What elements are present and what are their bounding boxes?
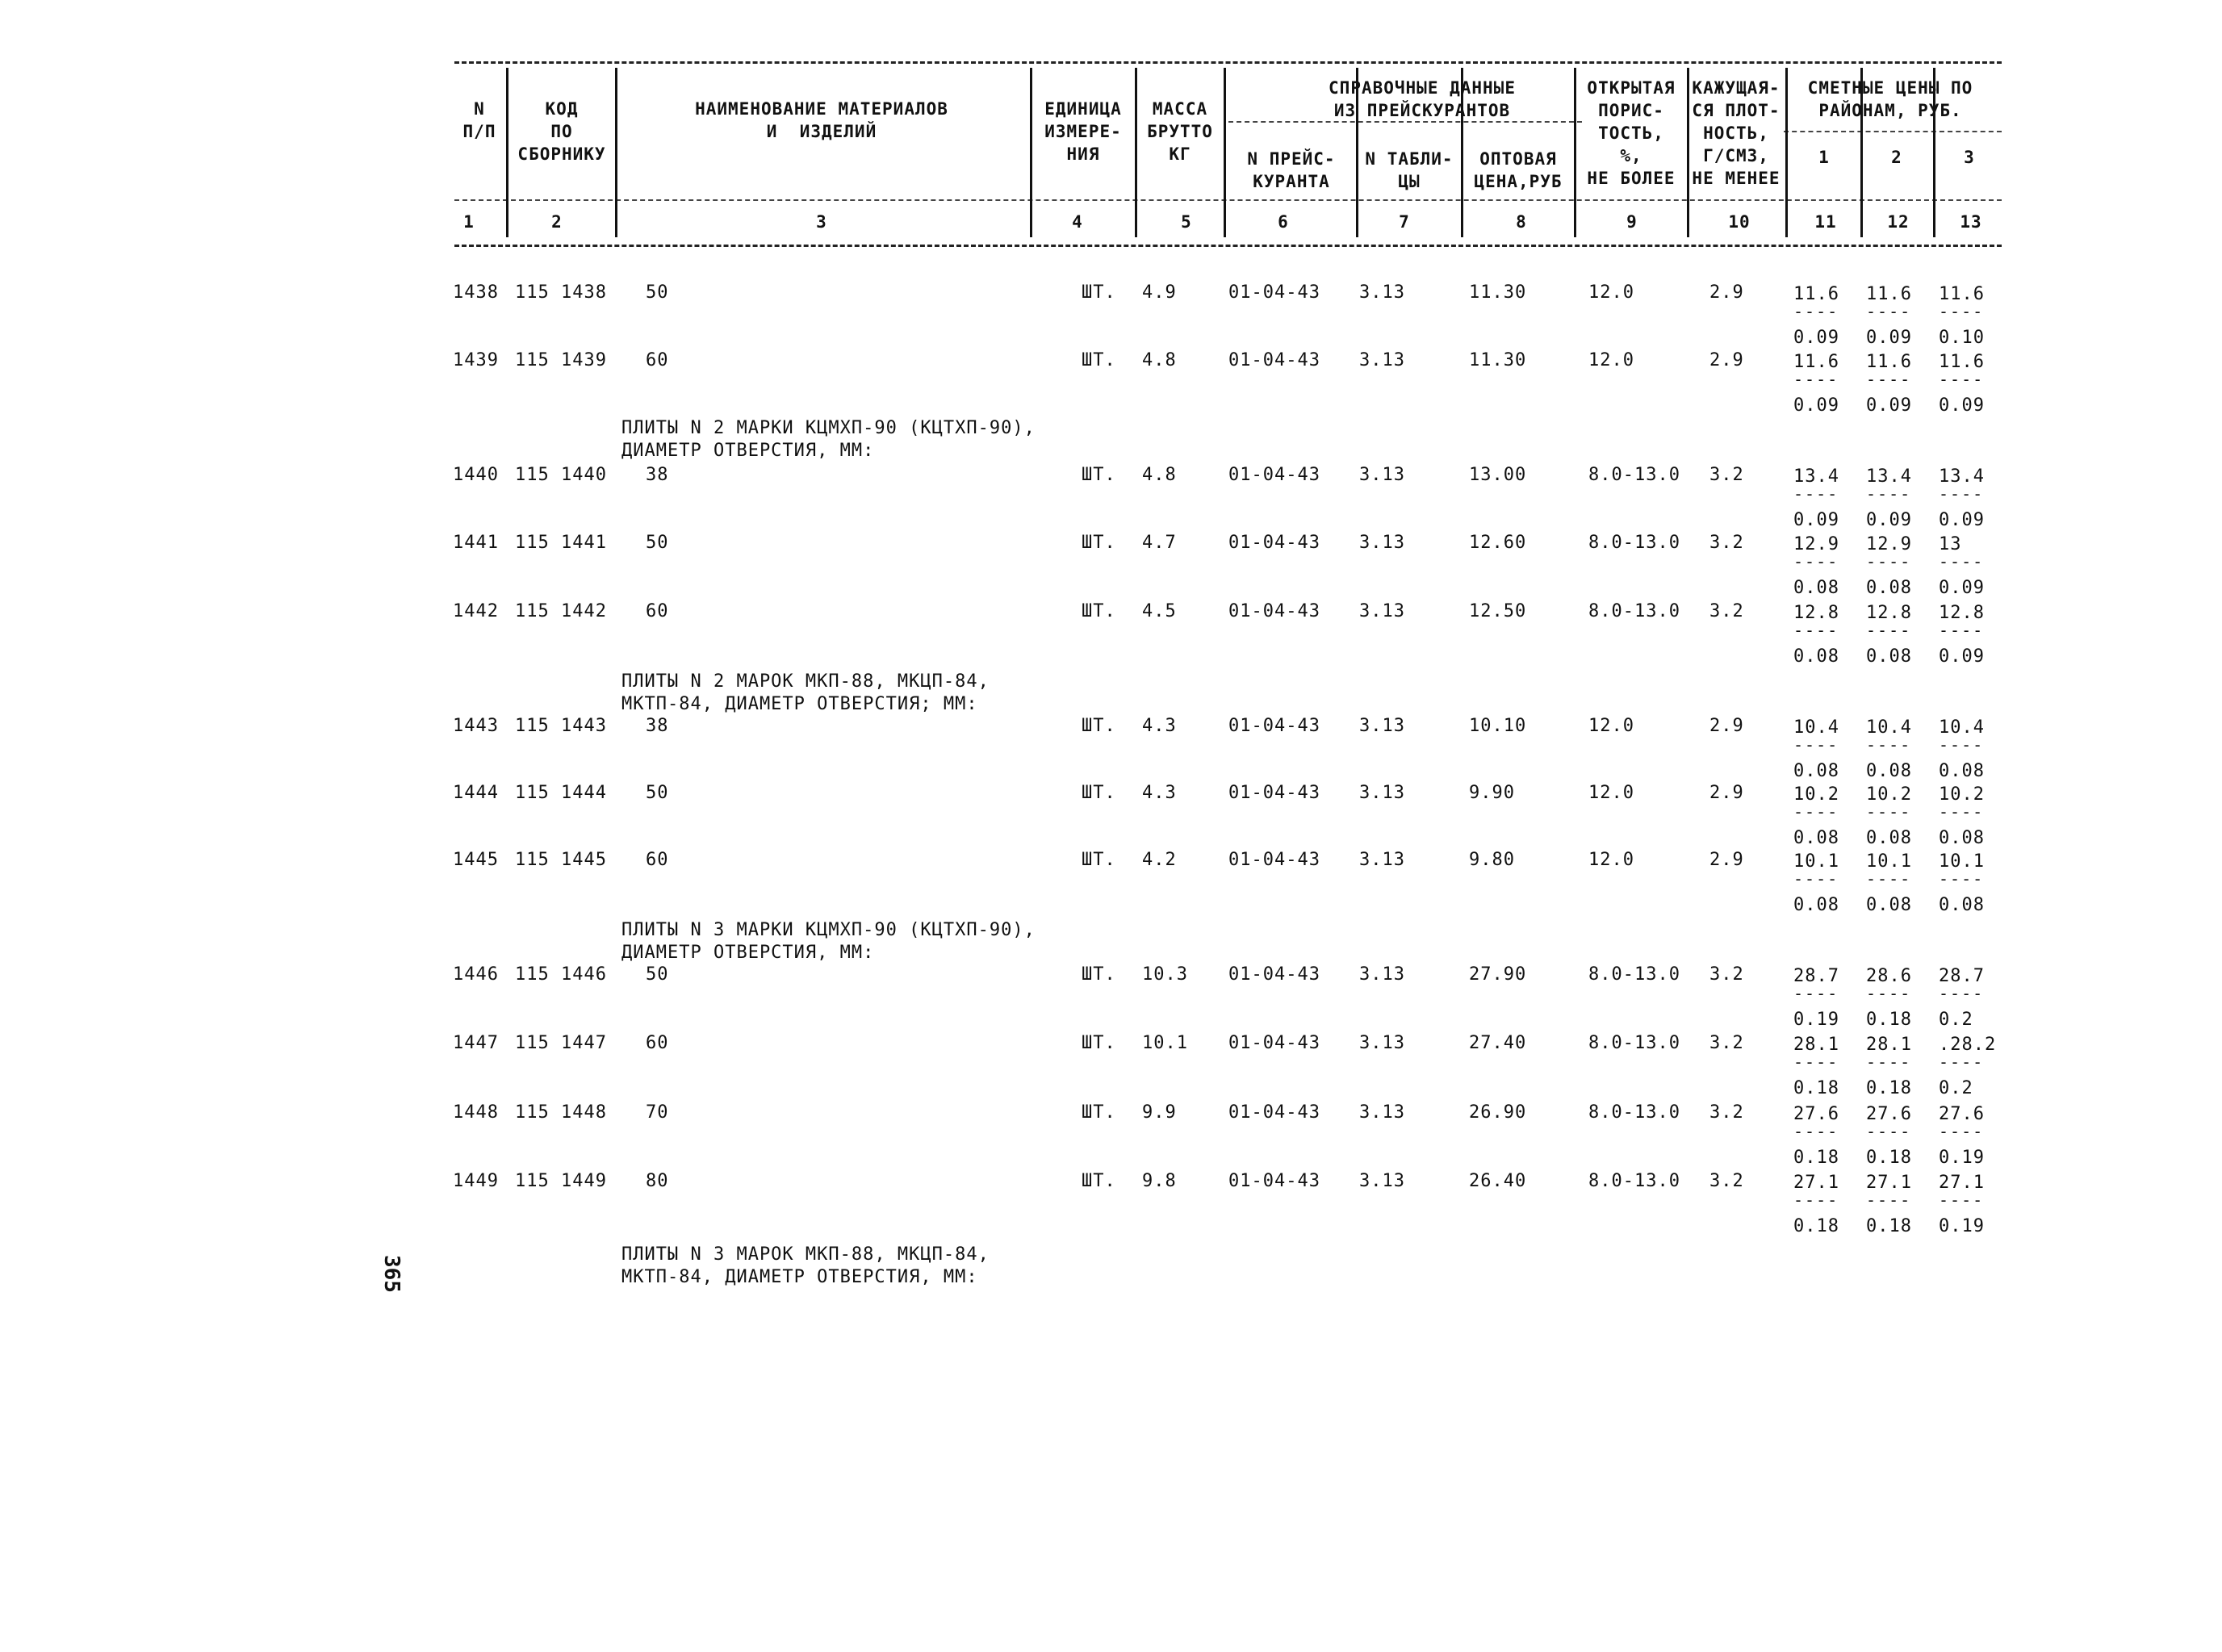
- row-density: 2.9: [1709, 350, 1744, 370]
- row-transport-d3: 0.2: [1939, 1010, 1973, 1030]
- header-c9-4: НЕ БОЛЕЕ: [1587, 169, 1676, 188]
- row-price-d3: 28.7: [1939, 966, 1985, 986]
- header-colnum-3: 3: [816, 212, 827, 232]
- row-price-d2: 28.1: [1866, 1035, 1912, 1055]
- header-c10-1: СЯ ПЛОТ-: [1692, 101, 1781, 120]
- header-c2-0: КОД: [545, 99, 579, 119]
- row-porosity: 12.0: [1588, 282, 1634, 303]
- row-transport-d3: 0.2: [1939, 1078, 1973, 1098]
- row-name: 50: [646, 783, 669, 803]
- row-code: 115 1449: [515, 1171, 607, 1191]
- row-transport-d2: 0.18: [1866, 1078, 1912, 1098]
- row-transport-d1: 0.08: [1793, 761, 1839, 781]
- group-label: МКТП-84, ДИАМЕТР ОТВЕРСТИЯ, ММ:: [621, 1267, 978, 1287]
- row-number: 1444: [453, 783, 499, 803]
- row-density: 2.9: [1709, 282, 1744, 303]
- row-price-d2: 28.6: [1866, 966, 1912, 986]
- header-c5-0: МАССА: [1152, 99, 1208, 119]
- row-price-d3: 10.1: [1939, 851, 1985, 872]
- row-transport-d1: 0.09: [1793, 395, 1839, 416]
- row-transport-d2: 0.09: [1866, 328, 1912, 348]
- row-mass: 4.3: [1142, 716, 1177, 736]
- row-price-d1: 13.4: [1793, 466, 1839, 487]
- fraction-bar: ----: [1866, 552, 1912, 571]
- fraction-bar: ----: [1793, 1122, 1839, 1141]
- header-c10-3: Г/СМ3,: [1703, 146, 1769, 165]
- row-number: 1439: [453, 350, 499, 370]
- row-wholesale: 9.80: [1469, 850, 1515, 870]
- row-table: 3.13: [1359, 350, 1405, 370]
- column-divider: [615, 68, 617, 237]
- row-number: 1440: [453, 465, 499, 485]
- header-c9-3: %,: [1620, 146, 1642, 165]
- header-colnum-10: 10: [1728, 212, 1751, 232]
- row-wholesale: 12.50: [1469, 601, 1527, 621]
- row-transport-d1: 0.08: [1793, 646, 1839, 667]
- row-name: 70: [646, 1102, 669, 1123]
- header-c9-2: ТОСТЬ,: [1598, 123, 1664, 143]
- row-price-d3: 11.6: [1939, 352, 1985, 372]
- row-number: 1449: [453, 1171, 499, 1191]
- row-number: 1446: [453, 964, 499, 985]
- row-price-d3: 27.1: [1939, 1173, 1985, 1193]
- fraction-bar: ----: [1866, 869, 1912, 889]
- header-c2-2: СБОРНИКУ: [517, 144, 606, 164]
- row-name: 60: [646, 850, 669, 870]
- fraction-bar: ----: [1793, 735, 1839, 755]
- group-label: МКТП-84, ДИАМЕТР ОТВЕРСТИЯ; ММ:: [621, 694, 978, 714]
- fraction-bar: ----: [1793, 1052, 1839, 1072]
- row-density: 3.2: [1709, 1171, 1744, 1191]
- row-transport-d3: 0.08: [1939, 828, 1985, 848]
- header-c1-1: П/П: [462, 122, 496, 141]
- group-label: ПЛИТЫ N 3 МАРКИ КЦМХП-90 (КЦТХП-90),: [621, 920, 1036, 940]
- row-wholesale: 12.60: [1469, 533, 1527, 553]
- rule-line: [454, 199, 2002, 201]
- row-porosity: 8.0-13.0: [1588, 1102, 1680, 1123]
- row-code: 115 1444: [515, 783, 607, 803]
- row-unit: ШТ.: [1082, 350, 1116, 370]
- row-code: 115 1447: [515, 1033, 607, 1053]
- page-number: 365: [379, 1255, 404, 1293]
- row-density: 3.2: [1709, 533, 1744, 553]
- row-transport-d3: 0.09: [1939, 646, 1985, 667]
- row-price-d1: 10.4: [1793, 717, 1839, 738]
- row-pricelist: 01-04-43: [1228, 465, 1320, 485]
- row-transport-d1: 0.09: [1793, 328, 1839, 348]
- header-c6-0: N ПРЕЙС-: [1247, 149, 1336, 169]
- row-price-d1: 12.9: [1793, 534, 1839, 554]
- row-pricelist: 01-04-43: [1228, 716, 1320, 736]
- header-c5-1: БРУТТО: [1147, 122, 1213, 141]
- row-transport-d2: 0.08: [1866, 578, 1912, 598]
- row-transport-d1: 0.08: [1793, 895, 1839, 915]
- row-porosity: 8.0-13.0: [1588, 964, 1680, 985]
- fraction-bar: ----: [1939, 370, 1985, 389]
- row-price-d3: 13: [1939, 534, 1962, 554]
- row-transport-d2: 0.18: [1866, 1216, 1912, 1236]
- fraction-bar: ----: [1793, 370, 1839, 389]
- row-number: 1438: [453, 282, 499, 303]
- row-pricelist: 01-04-43: [1228, 964, 1320, 985]
- group-label: ДИАМЕТР ОТВЕРСТИЯ, ММ:: [621, 943, 875, 963]
- row-code: 115 1446: [515, 964, 607, 985]
- row-table: 3.13: [1359, 1171, 1405, 1191]
- row-pricelist: 01-04-43: [1228, 601, 1320, 621]
- row-porosity: 12.0: [1588, 350, 1634, 370]
- header-colnum-13: 13: [1960, 212, 1982, 232]
- row-unit: ШТ.: [1082, 783, 1116, 803]
- row-transport-d3: 0.08: [1939, 895, 1985, 915]
- header-colnum-6: 6: [1278, 212, 1289, 232]
- group-label: ДИАМЕТР ОТВЕРСТИЯ, ММ:: [621, 441, 875, 461]
- fraction-bar: ----: [1939, 621, 1985, 640]
- header-colnum-7: 7: [1399, 212, 1410, 232]
- column-divider: [506, 68, 508, 237]
- header-colnum-9: 9: [1626, 212, 1638, 232]
- row-porosity: 8.0-13.0: [1588, 601, 1680, 621]
- row-price-d3: 12.8: [1939, 603, 1985, 623]
- fraction-bar: ----: [1866, 370, 1912, 389]
- row-density: 3.2: [1709, 1033, 1744, 1053]
- row-mass: 4.8: [1142, 465, 1177, 485]
- fraction-bar: ----: [1793, 1190, 1839, 1210]
- row-density: 3.2: [1709, 1102, 1744, 1123]
- row-unit: ШТ.: [1082, 716, 1116, 736]
- group-label: ПЛИТЫ N 2 МАРКИ КЦМХП-90 (КЦТХП-90),: [621, 418, 1036, 438]
- row-transport-d2: 0.18: [1866, 1148, 1912, 1168]
- row-name: 50: [646, 533, 669, 553]
- header-c9-1: ПОРИС-: [1598, 101, 1664, 120]
- header-c8-1: ЦЕНА,РУБ: [1474, 172, 1563, 191]
- row-price-d2: 10.2: [1866, 784, 1912, 805]
- fraction-bar: ----: [1866, 802, 1912, 822]
- column-divider: [1224, 68, 1226, 237]
- row-table: 3.13: [1359, 282, 1405, 303]
- header-c7-1: ЦЫ: [1398, 172, 1421, 191]
- row-price-d3: 10.4: [1939, 717, 1985, 738]
- header-c2-1: ПО: [550, 122, 573, 141]
- row-number: 1447: [453, 1033, 499, 1053]
- header-c4-0: ЕДИНИЦА: [1044, 99, 1122, 119]
- row-density: 2.9: [1709, 716, 1744, 736]
- row-transport-d1: 0.09: [1793, 510, 1839, 530]
- row-price-d1: 10.1: [1793, 851, 1839, 872]
- row-wholesale: 11.30: [1469, 282, 1527, 303]
- row-density: 3.2: [1709, 465, 1744, 485]
- row-pricelist: 01-04-43: [1228, 1102, 1320, 1123]
- row-porosity: 12.0: [1588, 783, 1634, 803]
- row-transport-d2: 0.09: [1866, 510, 1912, 530]
- fraction-bar: ----: [1939, 869, 1985, 889]
- fraction-bar: ----: [1866, 621, 1912, 640]
- row-price-d1: 28.7: [1793, 966, 1839, 986]
- header-c6-1: КУРАНТА: [1253, 172, 1330, 191]
- row-porosity: 8.0-13.0: [1588, 465, 1680, 485]
- row-table: 3.13: [1359, 850, 1405, 870]
- rule-line: [1784, 131, 2002, 132]
- header-colnum-1: 1: [463, 212, 475, 232]
- column-divider: [1687, 68, 1689, 237]
- row-code: 115 1440: [515, 465, 607, 485]
- row-price-d2: 27.1: [1866, 1173, 1912, 1193]
- row-wholesale: 10.10: [1469, 716, 1527, 736]
- row-density: 3.2: [1709, 601, 1744, 621]
- row-unit: ШТ.: [1082, 1171, 1116, 1191]
- row-name: 60: [646, 350, 669, 370]
- row-porosity: 12.0: [1588, 716, 1634, 736]
- row-mass: 4.5: [1142, 601, 1177, 621]
- column-divider: [1135, 68, 1137, 237]
- row-pricelist: 01-04-43: [1228, 1033, 1320, 1053]
- row-price-d1: 11.6: [1793, 352, 1839, 372]
- row-price-d1: 27.6: [1793, 1104, 1839, 1124]
- fraction-bar: ----: [1866, 1052, 1912, 1072]
- row-mass: 9.9: [1142, 1102, 1177, 1123]
- row-price-d3: .28.2: [1939, 1035, 1997, 1055]
- rule-line: [454, 245, 2002, 247]
- row-price-d2: 10.4: [1866, 717, 1912, 738]
- row-table: 3.13: [1359, 1033, 1405, 1053]
- fraction-bar: ----: [1866, 1122, 1912, 1141]
- fraction-bar: ----: [1939, 984, 1985, 1003]
- header-price_group-1: РАЙОНАМ, РУБ.: [1818, 101, 1962, 120]
- row-table: 3.13: [1359, 1102, 1405, 1123]
- row-number: 1445: [453, 850, 499, 870]
- row-code: 115 1442: [515, 601, 607, 621]
- row-name: 50: [646, 282, 669, 303]
- row-code: 115 1445: [515, 850, 607, 870]
- row-mass: 4.2: [1142, 850, 1177, 870]
- header-ref_group-1: ИЗ ПРЕЙСКУРАНТОВ: [1333, 101, 1511, 120]
- row-porosity: 12.0: [1588, 850, 1634, 870]
- header-colnum-4: 4: [1072, 212, 1083, 232]
- row-table: 3.13: [1359, 716, 1405, 736]
- row-price-d3: 27.6: [1939, 1104, 1985, 1124]
- row-transport-d3: 0.09: [1939, 578, 1985, 598]
- row-price-d1: 12.8: [1793, 603, 1839, 623]
- row-price-d2: 10.1: [1866, 851, 1912, 872]
- row-unit: ШТ.: [1082, 1033, 1116, 1053]
- row-transport-d1: 0.18: [1793, 1216, 1839, 1236]
- column-divider: [1030, 68, 1032, 237]
- row-transport-d3: 0.09: [1939, 510, 1985, 530]
- row-porosity: 8.0-13.0: [1588, 1171, 1680, 1191]
- row-price-d3: 13.4: [1939, 466, 1985, 487]
- fraction-bar: ----: [1793, 984, 1839, 1003]
- row-transport-d2: 0.08: [1866, 761, 1912, 781]
- row-name: 38: [646, 465, 669, 485]
- fraction-bar: ----: [1866, 735, 1912, 755]
- row-code: 115 1443: [515, 716, 607, 736]
- row-wholesale: 26.90: [1469, 1102, 1527, 1123]
- row-price-d2: 27.6: [1866, 1104, 1912, 1124]
- header-colnum-11: 11: [1814, 212, 1837, 232]
- header-ref_group-0: СПРАВОЧНЫЕ ДАННЫЕ: [1329, 78, 1516, 98]
- row-price-d3: 11.6: [1939, 284, 1985, 304]
- fraction-bar: ----: [1866, 484, 1912, 504]
- fraction-bar: ----: [1793, 552, 1839, 571]
- row-transport-d1: 0.18: [1793, 1078, 1839, 1098]
- row-unit: ШТ.: [1082, 964, 1116, 985]
- header-c3-0: НАИМЕНОВАНИЕ МАТЕРИАЛОВ: [695, 99, 948, 119]
- fraction-bar: ----: [1866, 302, 1912, 321]
- row-price-d2: 13.4: [1866, 466, 1912, 487]
- fraction-bar: ----: [1939, 1052, 1985, 1072]
- row-code: 115 1448: [515, 1102, 607, 1123]
- header-c3-1: И ИЗДЕЛИЙ: [766, 122, 877, 141]
- row-price-d1: 11.6: [1793, 284, 1839, 304]
- header-c4-1: ИЗМЕРЕ-: [1044, 122, 1122, 141]
- fraction-bar: ----: [1793, 302, 1839, 321]
- row-density: 2.9: [1709, 850, 1744, 870]
- row-number: 1443: [453, 716, 499, 736]
- row-density: 2.9: [1709, 783, 1744, 803]
- row-transport-d1: 0.18: [1793, 1148, 1839, 1168]
- row-number: 1448: [453, 1102, 499, 1123]
- row-transport-d2: 0.08: [1866, 646, 1912, 667]
- rule-line: [1228, 121, 1582, 123]
- header-colnum-2: 2: [551, 212, 563, 232]
- row-porosity: 8.0-13.0: [1588, 1033, 1680, 1053]
- header-colnum-8: 8: [1516, 212, 1527, 232]
- fraction-bar: ----: [1939, 1122, 1985, 1141]
- fraction-bar: ----: [1939, 735, 1985, 755]
- row-price-d2: 12.9: [1866, 534, 1912, 554]
- header-c8-0: ОПТОВАЯ: [1479, 149, 1557, 169]
- row-price-d3: 10.2: [1939, 784, 1985, 805]
- row-name: 60: [646, 601, 669, 621]
- header-district-2: 3: [1964, 148, 1975, 167]
- row-unit: ШТ.: [1082, 601, 1116, 621]
- row-price-d2: 12.8: [1866, 603, 1912, 623]
- row-transport-d2: 0.08: [1866, 895, 1912, 915]
- row-wholesale: 11.30: [1469, 350, 1527, 370]
- fraction-bar: ----: [1793, 484, 1839, 504]
- row-name: 60: [646, 1033, 669, 1053]
- header-district-1: 2: [1891, 148, 1902, 167]
- row-pricelist: 01-04-43: [1228, 783, 1320, 803]
- row-density: 3.2: [1709, 964, 1744, 985]
- row-price-d1: 10.2: [1793, 784, 1839, 805]
- header-c9-0: ОТКРЫТАЯ: [1587, 78, 1676, 98]
- row-unit: ШТ.: [1082, 465, 1116, 485]
- row-wholesale: 27.90: [1469, 964, 1527, 985]
- rule-line: [454, 61, 2002, 64]
- row-mass: 4.3: [1142, 783, 1177, 803]
- row-number: 1441: [453, 533, 499, 553]
- row-code: 115 1441: [515, 533, 607, 553]
- fraction-bar: ----: [1793, 802, 1839, 822]
- row-mass: 4.8: [1142, 350, 1177, 370]
- row-table: 3.13: [1359, 964, 1405, 985]
- row-price-d2: 11.6: [1866, 284, 1912, 304]
- row-wholesale: 9.90: [1469, 783, 1515, 803]
- row-table: 3.13: [1359, 533, 1405, 553]
- row-table: 3.13: [1359, 783, 1405, 803]
- row-transport-d1: 0.08: [1793, 578, 1839, 598]
- header-c5-2: КГ: [1169, 144, 1191, 164]
- row-unit: ШТ.: [1082, 533, 1116, 553]
- row-unit: ШТ.: [1082, 282, 1116, 303]
- row-code: 115 1439: [515, 350, 607, 370]
- row-transport-d3: 0.10: [1939, 328, 1985, 348]
- row-porosity: 8.0-13.0: [1588, 533, 1680, 553]
- row-name: 38: [646, 716, 669, 736]
- header-colnum-5: 5: [1181, 212, 1192, 232]
- row-mass: 4.7: [1142, 533, 1177, 553]
- row-pricelist: 01-04-43: [1228, 350, 1320, 370]
- fraction-bar: ----: [1939, 484, 1985, 504]
- row-transport-d3: 0.09: [1939, 395, 1985, 416]
- row-wholesale: 26.40: [1469, 1171, 1527, 1191]
- row-name: 50: [646, 964, 669, 985]
- fraction-bar: ----: [1793, 621, 1839, 640]
- fraction-bar: ----: [1793, 869, 1839, 889]
- row-code: 115 1438: [515, 282, 607, 303]
- header-c10-4: НЕ МЕНЕЕ: [1692, 169, 1781, 188]
- column-divider: [1574, 68, 1576, 237]
- row-pricelist: 01-04-43: [1228, 282, 1320, 303]
- row-unit: ШТ.: [1082, 850, 1116, 870]
- row-table: 3.13: [1359, 465, 1405, 485]
- header-price_group-0: СМЕТНЫЕ ЦЕНЫ ПО: [1807, 78, 1973, 98]
- header-c1-0: N: [474, 99, 485, 119]
- row-wholesale: 27.40: [1469, 1033, 1527, 1053]
- fraction-bar: ----: [1866, 1190, 1912, 1210]
- row-price-d2: 11.6: [1866, 352, 1912, 372]
- row-wholesale: 13.00: [1469, 465, 1527, 485]
- row-unit: ШТ.: [1082, 1102, 1116, 1123]
- row-price-d1: 28.1: [1793, 1035, 1839, 1055]
- column-divider: [1785, 68, 1788, 237]
- row-transport-d2: 0.09: [1866, 395, 1912, 416]
- fraction-bar: ----: [1866, 984, 1912, 1003]
- row-transport-d3: 0.19: [1939, 1148, 1985, 1168]
- header-c4-2: НИЯ: [1066, 144, 1100, 164]
- row-name: 80: [646, 1171, 669, 1191]
- header-district-0: 1: [1818, 148, 1830, 167]
- row-transport-d2: 0.08: [1866, 828, 1912, 848]
- row-number: 1442: [453, 601, 499, 621]
- row-mass: 10.1: [1142, 1033, 1188, 1053]
- row-pricelist: 01-04-43: [1228, 850, 1320, 870]
- fraction-bar: ----: [1939, 802, 1985, 822]
- row-transport-d2: 0.18: [1866, 1010, 1912, 1030]
- row-price-d1: 27.1: [1793, 1173, 1839, 1193]
- row-transport-d3: 0.08: [1939, 761, 1985, 781]
- fraction-bar: ----: [1939, 552, 1985, 571]
- row-pricelist: 01-04-43: [1228, 533, 1320, 553]
- group-label: ПЛИТЫ N 3 МАРОК МКП-88, МКЦП-84,: [621, 1244, 990, 1265]
- row-transport-d3: 0.19: [1939, 1216, 1985, 1236]
- header-c10-0: КАЖУЩАЯ-: [1692, 78, 1781, 98]
- header-colnum-12: 12: [1887, 212, 1910, 232]
- row-mass: 10.3: [1142, 964, 1188, 985]
- fraction-bar: ----: [1939, 302, 1985, 321]
- row-transport-d1: 0.08: [1793, 828, 1839, 848]
- row-mass: 4.9: [1142, 282, 1177, 303]
- row-transport-d1: 0.19: [1793, 1010, 1839, 1030]
- header-c10-2: НОСТЬ,: [1703, 123, 1769, 143]
- row-pricelist: 01-04-43: [1228, 1171, 1320, 1191]
- row-mass: 9.8: [1142, 1171, 1177, 1191]
- group-label: ПЛИТЫ N 2 МАРОК МКП-88, МКЦП-84,: [621, 671, 990, 692]
- header-c7-0: N ТАБЛИ-: [1365, 149, 1454, 169]
- fraction-bar: ----: [1939, 1190, 1985, 1210]
- row-table: 3.13: [1359, 601, 1405, 621]
